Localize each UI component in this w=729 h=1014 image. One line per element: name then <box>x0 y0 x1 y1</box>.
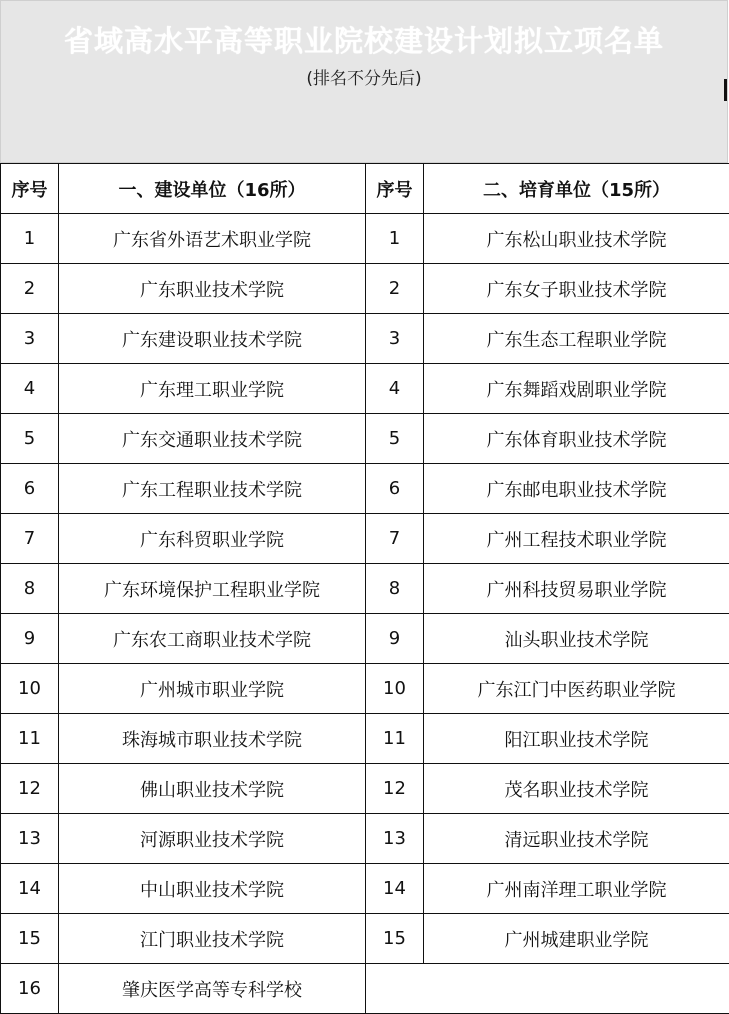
table-row <box>1 464 729 514</box>
build-unit-cell: 广东交通职业技术学院 <box>59 414 366 464</box>
index-a-cell: 7 <box>1 514 59 564</box>
index-b-cell: 13 <box>366 814 424 864</box>
build-unit-cell: 中山职业技术学院 <box>59 864 366 914</box>
cultivate-unit-cell: 广东女子职业技术学院 <box>424 264 729 314</box>
cultivate-unit-cell: 广州城建职业学院 <box>424 914 729 964</box>
build-unit-cell: 河源职业技术学院 <box>59 814 366 864</box>
build-unit-cell: 广东农工商职业技术学院 <box>59 614 366 664</box>
cultivate-unit-cell: 阳江职业技术学院 <box>424 714 729 764</box>
build-unit-cell: 广东环境保护工程职业学院 <box>59 564 366 614</box>
build-unit-cell: 广东省外语艺术职业学院 <box>59 214 366 264</box>
index-a-cell: 8 <box>1 564 59 614</box>
build-unit-cell: 广东科贸职业学院 <box>59 514 366 564</box>
index-b-cell: 8 <box>366 564 424 614</box>
index-b-cell: 10 <box>366 664 424 714</box>
col-header-cultivate-units: 二、培育单位（15所） <box>424 164 729 214</box>
edge-mark <box>724 79 727 101</box>
table-row <box>1 914 729 964</box>
table-row <box>1 964 729 1014</box>
index-b-cell: 12 <box>366 764 424 814</box>
build-unit-cell: 广州城市职业学院 <box>59 664 366 714</box>
index-b-cell: 1 <box>366 214 424 264</box>
build-unit-cell: 江门职业技术学院 <box>59 914 366 964</box>
build-unit-cell: 广东建设职业技术学院 <box>59 314 366 364</box>
cultivate-unit-cell: 茂名职业技术学院 <box>424 764 729 814</box>
index-b-cell: 4 <box>366 364 424 414</box>
build-unit-cell: 广东理工职业学院 <box>59 364 366 414</box>
table-row <box>1 214 729 264</box>
cultivate-unit-cell: 清远职业技术学院 <box>424 814 729 864</box>
index-b-cell: 2 <box>366 264 424 314</box>
build-unit-cell: 广东工程职业技术学院 <box>59 464 366 514</box>
table-row <box>1 414 729 464</box>
index-b-cell: 14 <box>366 864 424 914</box>
index-b-cell: 3 <box>366 314 424 364</box>
index-a-cell: 11 <box>1 714 59 764</box>
col-header-index-a: 序号 <box>1 164 59 214</box>
page-title: 省域高水平高等职业院校建设计划拟立项名单 <box>63 24 664 58</box>
cultivate-unit-cell: 广州科技贸易职业学院 <box>424 564 729 614</box>
index-a-cell: 9 <box>1 614 59 664</box>
index-a-cell: 4 <box>1 364 59 414</box>
table-row <box>1 764 729 814</box>
index-a-cell: 2 <box>1 264 59 314</box>
table-row <box>1 264 729 314</box>
index-a-cell: 15 <box>1 914 59 964</box>
index-b-cell <box>366 964 729 1014</box>
table-row <box>1 814 729 864</box>
index-b-cell: 9 <box>366 614 424 664</box>
index-a-cell: 1 <box>1 214 59 264</box>
index-a-cell: 16 <box>1 964 59 1014</box>
table-row <box>1 564 729 614</box>
cultivate-unit-cell: 广州南洋理工职业学院 <box>424 864 729 914</box>
build-unit-cell: 珠海城市职业技术学院 <box>59 714 366 764</box>
col-header-index-b: 序号 <box>366 164 424 214</box>
institution-table <box>0 163 729 1014</box>
index-b-cell: 5 <box>366 414 424 464</box>
index-b-cell: 15 <box>366 914 424 964</box>
cultivate-unit-cell: 汕头职业技术学院 <box>424 614 729 664</box>
table-row <box>1 664 729 714</box>
index-a-cell: 10 <box>1 664 59 714</box>
index-b-cell: 7 <box>366 514 424 564</box>
cultivate-unit-cell: 广东松山职业技术学院 <box>424 214 729 264</box>
table-row <box>1 714 729 764</box>
list-header <box>0 0 728 163</box>
build-unit-cell: 肇庆医学高等专科学校 <box>59 964 366 1014</box>
index-a-cell: 5 <box>1 414 59 464</box>
build-unit-cell: 广东职业技术学院 <box>59 264 366 314</box>
table-row <box>1 364 729 414</box>
cultivate-unit-cell: 广东生态工程职业学院 <box>424 314 729 364</box>
index-a-cell: 6 <box>1 464 59 514</box>
index-a-cell: 3 <box>1 314 59 364</box>
cultivate-unit-cell: 广州工程技术职业学院 <box>424 514 729 564</box>
index-a-cell: 12 <box>1 764 59 814</box>
table-header-row <box>1 164 729 214</box>
table-row <box>1 314 729 364</box>
page-subtitle: (排名不分先后) <box>306 69 422 89</box>
index-b-cell: 6 <box>366 464 424 514</box>
cultivate-unit-cell: 广东体育职业技术学院 <box>424 414 729 464</box>
build-unit-cell: 佛山职业技术学院 <box>59 764 366 814</box>
index-a-cell: 14 <box>1 864 59 914</box>
cultivate-unit-cell: 广东舞蹈戏剧职业学院 <box>424 364 729 414</box>
cultivate-unit-cell: 广东江门中医药职业学院 <box>424 664 729 714</box>
index-a-cell: 13 <box>1 814 59 864</box>
col-header-build-units: 一、建设单位（16所） <box>59 164 366 214</box>
index-b-cell: 11 <box>366 714 424 764</box>
table-row <box>1 864 729 914</box>
table-row <box>1 614 729 664</box>
table-row <box>1 514 729 564</box>
cultivate-unit-cell: 广东邮电职业技术学院 <box>424 464 729 514</box>
